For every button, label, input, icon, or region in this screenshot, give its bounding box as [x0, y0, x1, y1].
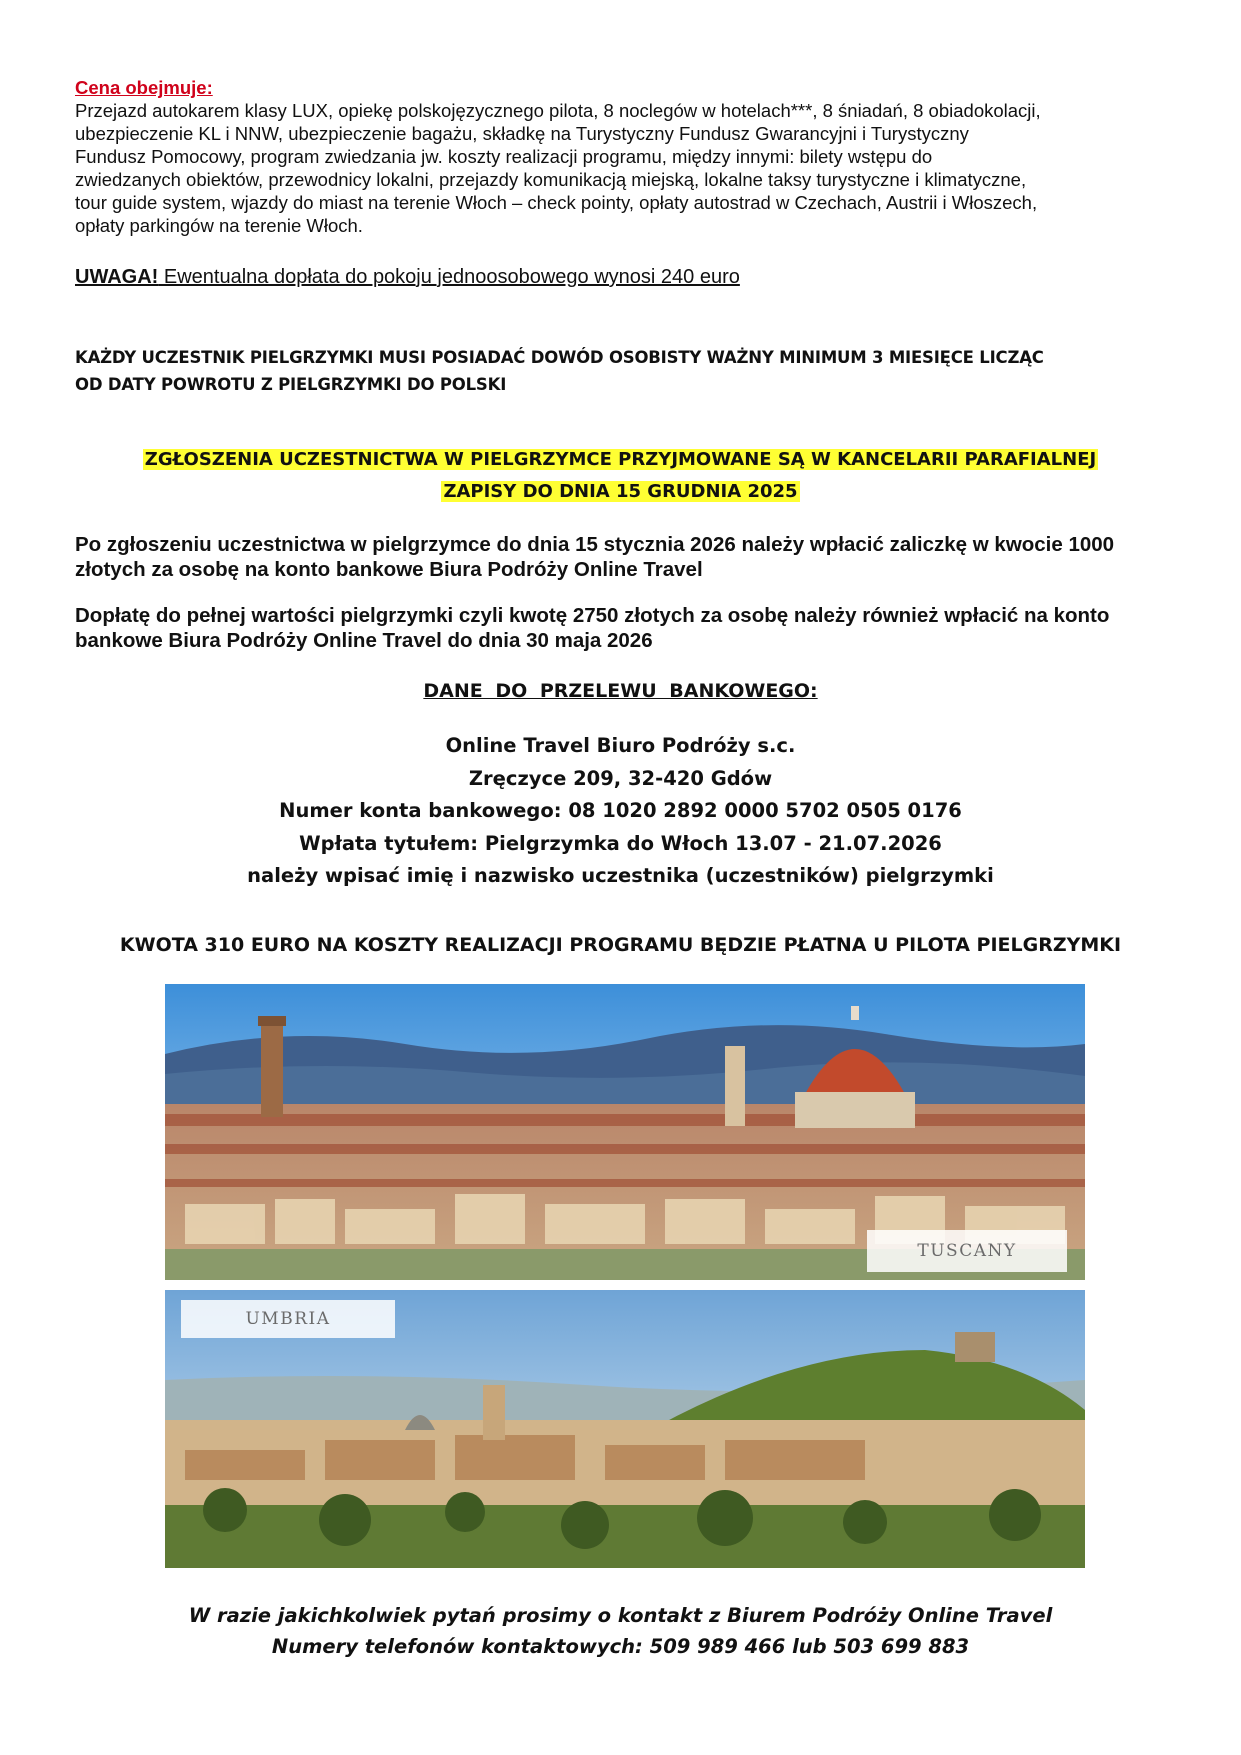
registration-line: ZGŁOSZENIA UCZESTNICTWA W PIELGRZYMCE PRZYJMOWANE SĄ W KANCELARII PARAFIALNEJ	[144, 449, 1097, 470]
uwaga-text: Ewentualna dopłata do pokoju jednoosobowego wynosi 240 euro	[158, 266, 740, 288]
program-fee-notice: KWOTA 310 EURO NA KOSZTY REALIZACJI PROGRAMU BĘDZIE PŁATNA U PILOTA PIELGRZYMKI	[119, 934, 1122, 956]
price-line: tour guide system, wjazdy do miast na terenie Włoch – check pointy, opłaty autostrad w Czechach, Austrii i Włoszech,	[75, 192, 1038, 213]
price-line: Fundusz Pomocowy, program zwiedzania jw. koszty realizacji programu, między innymi: bilety wstępu do	[75, 146, 933, 167]
price-heading: Cena obejmuje:	[75, 77, 213, 98]
single-room-notice	[75, 266, 740, 289]
umbria-label: UMBRIA	[181, 1300, 395, 1338]
registration-block	[0, 444, 1241, 508]
id-notice-line: OD DATY POWROTU Z PIELGRZYMKI DO POLSKI	[75, 375, 507, 394]
bank-account: Numer konta bankowego: 08 1020 2892 0000 5702 0505 0176	[279, 799, 962, 822]
tuscany-label: TUSCANY	[867, 1230, 1067, 1272]
price-section	[75, 76, 1175, 237]
price-line: Przejazd autokarem klasy LUX, opiekę polskojęzycznego pilota, 8 noclegów w hotelach***, 8 śniadań, 8 obiadokolacji,	[75, 100, 1041, 121]
bank-transfer-title: Wpłata tytułem: Pielgrzymka do Włoch 13.07 - 21.07.2026	[299, 831, 942, 855]
price-line: opłaty parkingów na terenie Włoch.	[75, 215, 363, 236]
balance-paragraph: Dopłatę do pełnej wartości pielgrzymki czyli kwotę 2750 złotych za osobę należy również wpłacić na konto bankowe Biura Podróży Online Travel do dnia 30 maja 2026	[75, 604, 1110, 652]
contact-line: W razie jakichkolwiek pytań prosimy o kontakt z Biurem Podróży Online Travel	[188, 1604, 1053, 1627]
registration-deadline: ZAPISY DO DNIA 15 GRUDNIA 2025	[443, 481, 798, 502]
bank-company: Online Travel Biuro Podróży s.c.	[445, 734, 796, 757]
umbria-photo	[165, 1290, 1085, 1568]
tuscany-photo	[165, 984, 1085, 1280]
contact-block	[0, 1600, 1241, 1662]
bank-details	[0, 730, 1241, 893]
price-line: zwiedzanych obiektów, przewodnicy lokalni, przejazdy komunikacją miejską, lokalne taksy turystyczne i klimatyczne,	[75, 169, 1027, 190]
id-card-notice	[75, 344, 1155, 398]
uwaga-label: UWAGA!	[75, 266, 159, 288]
price-line: ubezpieczenie KL i NNW, ubezpieczenie bagażu, składkę na Turystyczny Fundusz Gwarancyjni i Turystyczny	[75, 123, 969, 144]
contact-phones: Numery telefonów kontaktowych: 509 989 466 lub 503 699 883	[271, 1635, 970, 1658]
id-notice-line: KAŻDY UCZESTNIK PIELGRZYMKI MUSI POSIADAĆ DOWÓD OSOBISTY WAŻNY MINIMUM 3 MIESIĘCE LICZĄC	[75, 348, 1044, 367]
bank-address: Zręczyce 209, 32-420 Gdów	[468, 766, 773, 790]
bank-note: należy wpisać imię i nazwisko uczestnika (uczestników) pielgrzymki	[247, 864, 994, 887]
bank-heading: DANE DO PRZELEWU BANKOWEGO:	[423, 680, 818, 702]
deposit-paragraph: Po zgłoszeniu uczestnictwa w pielgrzymce do dnia 15 stycznia 2026 należy wpłacić zaliczkę w kwocie 1000 złotych za osobę na konto bankowe Biura Podróży Online Travel	[75, 533, 1115, 581]
